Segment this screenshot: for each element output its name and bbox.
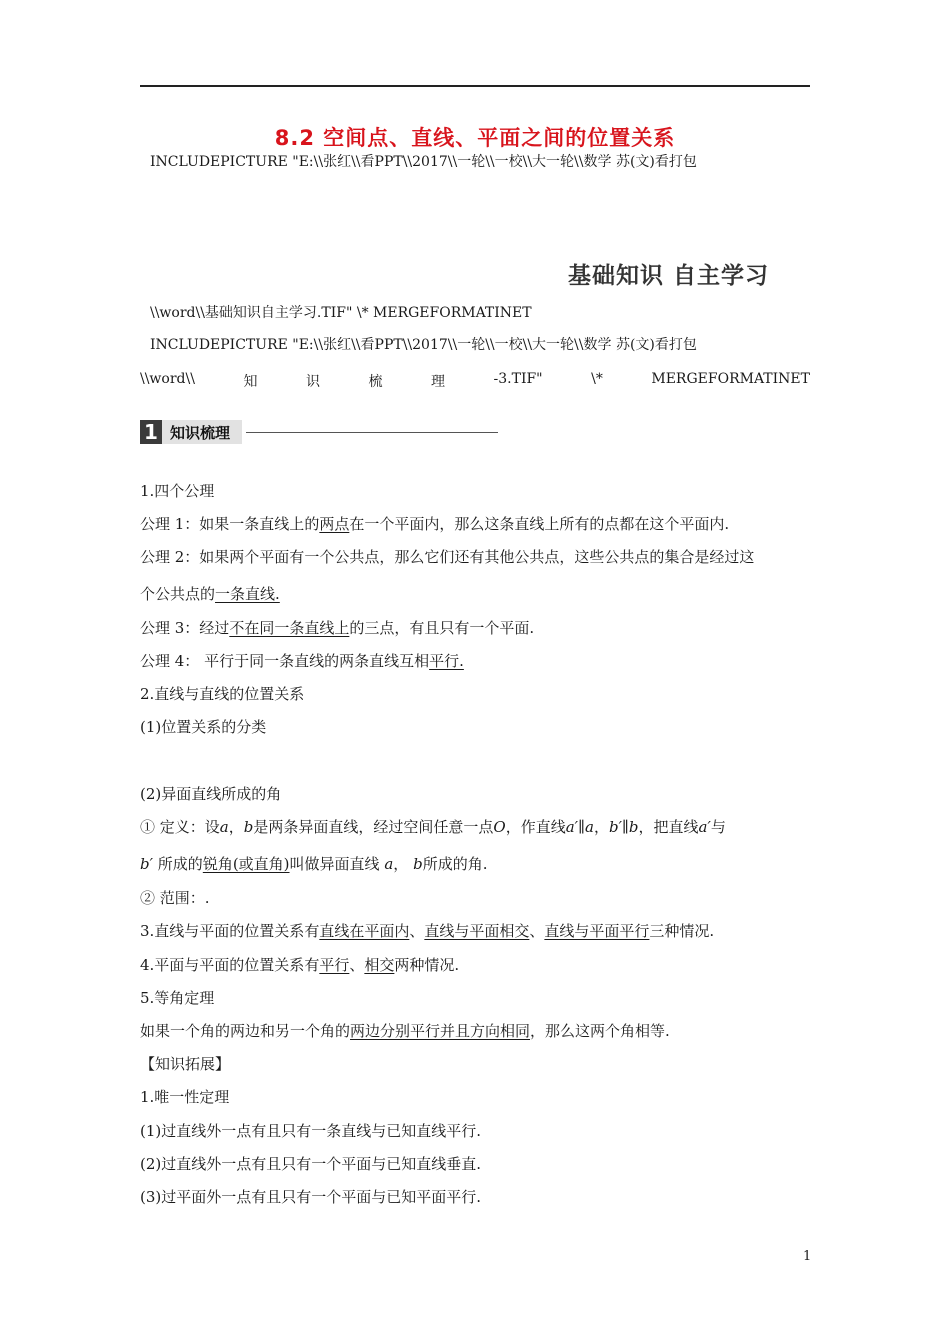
underlined-answer: 相交 bbox=[364, 956, 395, 974]
text: ， bbox=[593, 818, 609, 836]
math-var: a bbox=[585, 818, 594, 836]
underlined-answer: 两点 bbox=[319, 515, 350, 533]
underlined-answer: 直线在平面内 bbox=[319, 922, 410, 940]
underlined-answer: 平行. bbox=[429, 652, 464, 670]
math-var: a bbox=[219, 818, 229, 836]
text: 、 bbox=[529, 922, 545, 940]
field-code-line-3: INCLUDEPICTURE "E:\\张红\\看PPT\\2017\\一轮\\一校\\大一轮\\数学 苏(文)看打包 bbox=[150, 337, 697, 353]
field-code-part: 梳 bbox=[368, 374, 383, 390]
text: ① 定义：设 bbox=[140, 818, 220, 836]
heading-equal-angle: 5.等角定理 bbox=[140, 989, 215, 1007]
page-title: 8.2 空间点、直线、平面之间的位置关系 bbox=[274, 126, 676, 150]
field-code-part: 理 bbox=[431, 374, 445, 390]
banner-heading: 基础知识 自主学习 bbox=[568, 263, 770, 289]
text: 3.直线与平面的位置关系有 bbox=[140, 922, 320, 940]
text: 与 bbox=[710, 818, 726, 836]
underlined-answer: 不在同一条直线上 bbox=[229, 619, 350, 637]
definition-line-2 bbox=[140, 854, 487, 874]
section-divider bbox=[246, 432, 498, 433]
subheading-classification: (1)位置关系的分类 bbox=[140, 718, 267, 736]
uniqueness-3: (3)过平面外一点有且只有一个平面与已知平面平行. bbox=[140, 1188, 482, 1206]
underlined-answer: 平行 bbox=[319, 956, 350, 974]
text: 叫做异面直线 bbox=[289, 855, 380, 873]
field-code-part: -3.TIF" bbox=[493, 371, 543, 387]
text: ， bbox=[228, 818, 244, 836]
axiom-2-line-1: 公理 2：如果两个平面有一个公共点，那么它们还有其他公共点，这些公共点的集合是经过这 bbox=[140, 548, 755, 566]
knowledge-extension-heading: 【知识拓展】 bbox=[140, 1055, 231, 1073]
text: ，作直线 bbox=[505, 818, 566, 836]
math-var: b bbox=[413, 855, 423, 873]
text: ，把直线 bbox=[638, 818, 699, 836]
field-code-part: 知 bbox=[243, 374, 258, 390]
math-var: a′ bbox=[565, 818, 579, 836]
math-var: b bbox=[628, 818, 639, 836]
text: 公理 3：经过 bbox=[140, 619, 230, 637]
plane-plane-relations bbox=[140, 955, 459, 975]
heading-line-line: 2.直线与直线的位置关系 bbox=[140, 685, 305, 703]
text: 公理 4： 平行于同一条直线的两条直线互相 bbox=[140, 652, 430, 670]
underlined-answer: 直线与平面相交 bbox=[424, 922, 530, 940]
uniqueness-1: (1)过直线外一点有且只有一条直线与已知直线平行. bbox=[140, 1122, 482, 1140]
subheading-skew-angle: (2)异面直线所成的角 bbox=[140, 785, 282, 803]
text: ， bbox=[393, 855, 409, 873]
math-var: b′ bbox=[140, 855, 154, 873]
text: 是两条异面直线，经过空间任意一点 bbox=[253, 818, 494, 836]
text: 所成的 bbox=[157, 855, 203, 873]
field-code-part: \* bbox=[591, 371, 603, 387]
field-code-part: MERGEFORMATINET bbox=[651, 371, 810, 387]
line-plane-relations bbox=[140, 921, 714, 941]
field-code-part: 识 bbox=[305, 374, 320, 390]
section-label: 知识梳理 bbox=[162, 420, 242, 444]
math-var: b′ bbox=[608, 818, 622, 836]
heading-four-axioms: 1.四个公理 bbox=[140, 482, 215, 500]
text: ∥ bbox=[621, 818, 629, 836]
math-var: a bbox=[384, 855, 394, 873]
field-code-line-1: INCLUDEPICTURE "E:\\张红\\看PPT\\2017\\一轮\\一校\\大一轮\\数学 苏(文)看打包 bbox=[150, 154, 697, 170]
text: 两种情况. bbox=[394, 956, 460, 974]
text: 如果一个角的两边和另一个角的 bbox=[140, 1022, 351, 1040]
text: 个公共点的 bbox=[140, 585, 216, 603]
axiom-3 bbox=[140, 618, 534, 638]
text: ∥ bbox=[578, 818, 585, 836]
field-code-part: \\word\\ bbox=[140, 371, 195, 387]
text: 所成的角. bbox=[422, 855, 488, 873]
text: 在一个平面内，那么这条直线上所有的点都在这个平面内. bbox=[349, 515, 730, 533]
axiom-4 bbox=[140, 651, 464, 671]
uniqueness-heading: 1.唯一性定理 bbox=[140, 1088, 230, 1106]
top-rule bbox=[140, 85, 810, 87]
text: 4.平面与平面的位置关系有 bbox=[140, 956, 320, 974]
section-header bbox=[140, 420, 498, 444]
definition-line-1 bbox=[140, 817, 726, 837]
axiom-2-line-2 bbox=[140, 584, 280, 604]
equal-angle-theorem bbox=[140, 1021, 670, 1041]
section-number: 1 bbox=[140, 420, 162, 444]
underlined-answer: 锐角(或直角) bbox=[202, 855, 290, 873]
uniqueness-2: (2)过直线外一点有且只有一个平面与已知直线垂直. bbox=[140, 1155, 482, 1173]
text: ，那么这两个角相等. bbox=[530, 1022, 670, 1040]
text: 三种情况. bbox=[649, 922, 715, 940]
axiom-1 bbox=[140, 514, 729, 534]
text: 公理 1：如果一条直线上的 bbox=[140, 515, 320, 533]
text: 、 bbox=[409, 922, 425, 940]
math-var: O bbox=[493, 818, 506, 836]
range-line: ② 范围：. bbox=[140, 889, 210, 907]
field-code-line-4 bbox=[140, 371, 810, 391]
page-number: 1 bbox=[803, 1249, 812, 1264]
text: 、 bbox=[349, 956, 365, 974]
underlined-answer: 两边分别平行并且方向相同 bbox=[350, 1022, 531, 1040]
math-var: a′ bbox=[698, 818, 711, 836]
text: 的三点，有且只有一个平面. bbox=[349, 619, 535, 637]
field-code-line-2: \\word\\基础知识自主学习.TIF" \* MERGEFORMATINET bbox=[150, 305, 532, 321]
math-var: b bbox=[243, 818, 254, 836]
underlined-answer: 一条直线. bbox=[215, 585, 280, 603]
underlined-answer: 直线与平面平行 bbox=[544, 922, 650, 940]
